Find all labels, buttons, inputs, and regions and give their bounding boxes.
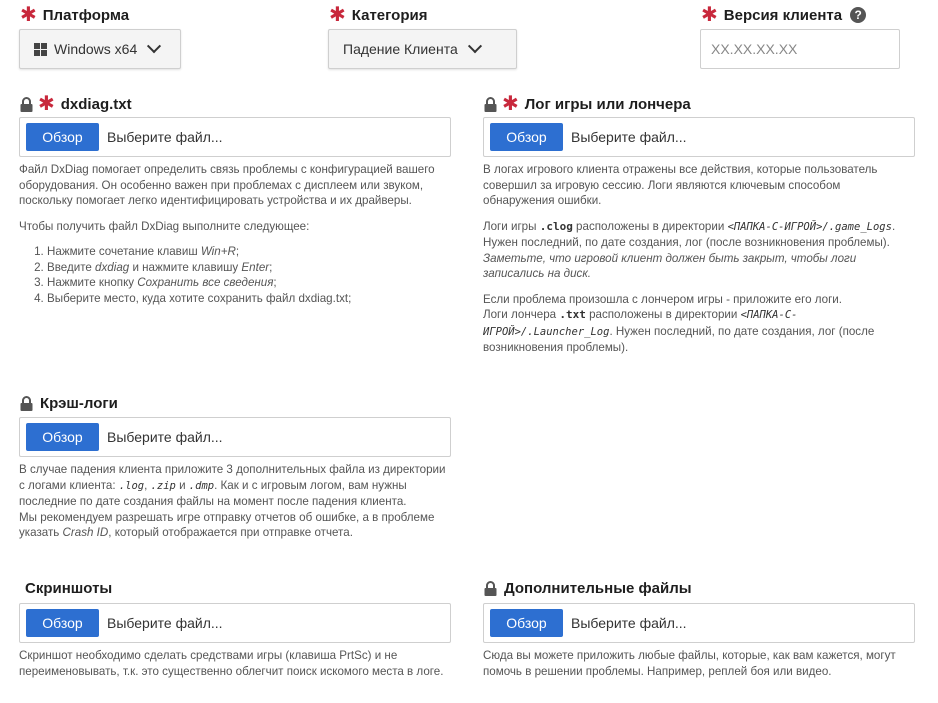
logs-desc-3: Если проблема произошла с лончером игры - приложите его логи. [483, 292, 843, 306]
extra-desc: Сюда вы можете приложить любые файлы, которые, как вам кажется, могут помочь в решении проблемы. Например, реплей боя или видео. [483, 649, 896, 678]
platform-label-text: Платформа [42, 6, 130, 24]
category-value: Падение Клиента [343, 41, 458, 57]
category-label [329, 5, 427, 25]
windows-icon [34, 43, 47, 56]
required-icon: ✱ [701, 4, 718, 26]
lock-icon [20, 97, 33, 112]
logs-label-text: Лог игры или лончера [524, 95, 691, 113]
logs-desc-2: Логи игры .clog расположены в директории <ПАПКА-С-ИГРОЙ>/.game_Logs. Нужен последний, по дате создания, лог (после возникновения проблемы). [483, 219, 896, 249]
crash-description [19, 462, 451, 541]
list-item: 3. Нажмите кнопку Сохранить все сведения; [47, 275, 451, 291]
required-icon: ✱ [20, 4, 37, 26]
version-label-text: Версия клиента [723, 6, 843, 24]
extra-file-input[interactable] [483, 603, 915, 643]
list-item: 2. Введите dxdiag и нажмите клавишу Enter; [47, 260, 451, 276]
platform-label [20, 5, 129, 25]
dxdiag-desc-2: Чтобы получить файл DxDiag выполните следующее: [19, 219, 310, 233]
logs-file-input[interactable] [483, 117, 915, 157]
required-icon: ✱ [38, 93, 55, 115]
dxdiag-description [19, 162, 451, 306]
logs-desc-4: Логи лончера .txt расположены в директории <ПАПКА-С-ИГРОЙ>/.Launcher_Log. Нужен последний, по дате создания, лог (после возникновения проблемы). [483, 308, 875, 354]
crash-label-text: Крэш-логи [40, 395, 118, 412]
dxdiag-label-text: dxdiag.txt [60, 95, 132, 113]
screens-desc: Скриншот необходимо сделать средствами игры (клавиша PrtSc) и не переименовывать, т.к. это существенно облегчит поиск искомого места в логе. [19, 649, 444, 678]
lock-icon [484, 581, 497, 596]
extra-label [484, 580, 692, 597]
platform-value: Windows x64 [54, 41, 138, 57]
chevron-down-icon [147, 39, 161, 53]
file-placeholder: Выберите файл... [571, 129, 687, 145]
platform-select[interactable] [19, 29, 181, 69]
category-select[interactable] [328, 29, 517, 69]
crash-label [20, 395, 118, 412]
version-label [701, 5, 866, 25]
logs-desc-1: В логах игрового клиента отражены все действия, которые пользователь совершил за игровую сессию. Логи являются ключевым способом обнаружения ошибки. [483, 163, 878, 207]
screens-description [19, 648, 451, 679]
file-placeholder: Выберите файл... [107, 615, 223, 631]
browse-button[interactable]: Обзор [26, 123, 99, 151]
extra-description [483, 648, 915, 679]
browse-button[interactable]: Обзор [26, 609, 99, 637]
logs-note: Заметьте, что игровой клиент должен быть закрыт, чтобы логи записались на диск. [483, 251, 857, 280]
required-icon: ✱ [502, 93, 519, 115]
list-item: 1. Нажмите сочетание клавиш Win+R; [47, 244, 451, 260]
screens-label-text: Скриншоты [25, 580, 113, 597]
lock-icon [20, 396, 33, 411]
lock-icon [484, 97, 497, 112]
dxdiag-desc-1: Файл DxDiag помогает определить связь проблемы с конфигурацией вашего оборудования. Он особенно важен при проблемах с дисплеем или звуком, поскольку помогает легко идентифицировать устройства и их драйверы. [19, 163, 435, 207]
logs-label [484, 94, 691, 114]
browse-button[interactable]: Обзор [490, 123, 563, 151]
dxdiag-steps [19, 244, 451, 306]
dxdiag-label [20, 94, 132, 114]
browse-button[interactable]: Обзор [490, 609, 563, 637]
extra-label-text: Дополнительные файлы [504, 580, 692, 597]
logs-description [483, 162, 915, 356]
crash-desc-2: Мы рекомендуем разрешать игре отправку отчетов об ошибке, а в проблеме указать Crash ID, который отображается при отправке отчета. [19, 510, 435, 539]
version-placeholder: XX.XX.XX.XX [711, 41, 798, 57]
chevron-down-icon [468, 39, 482, 53]
file-placeholder: Выберите файл... [107, 129, 223, 145]
list-item: 4. Выберите место, куда хотите сохранить файл dxdiag.txt; [47, 291, 451, 307]
category-label-text: Категория [351, 6, 428, 24]
file-placeholder: Выберите файл... [107, 429, 223, 445]
crash-desc-1: В случае падения клиента приложите 3 дополнительных файла из директории с логами клиента: .log, .zip и .dmp. Как и с игровым логом, вам нужны последние по дате создания файлы на момент после падения клиента. [19, 463, 446, 508]
screens-label [25, 580, 112, 597]
browse-button[interactable]: Обзор [26, 423, 99, 451]
screens-file-input[interactable] [19, 603, 451, 643]
dxdiag-file-input[interactable] [19, 117, 451, 157]
version-input[interactable] [700, 29, 900, 69]
required-icon: ✱ [329, 4, 346, 26]
crash-file-input[interactable] [19, 417, 451, 457]
help-icon[interactable]: ? [850, 7, 866, 23]
file-placeholder: Выберите файл... [571, 615, 687, 631]
